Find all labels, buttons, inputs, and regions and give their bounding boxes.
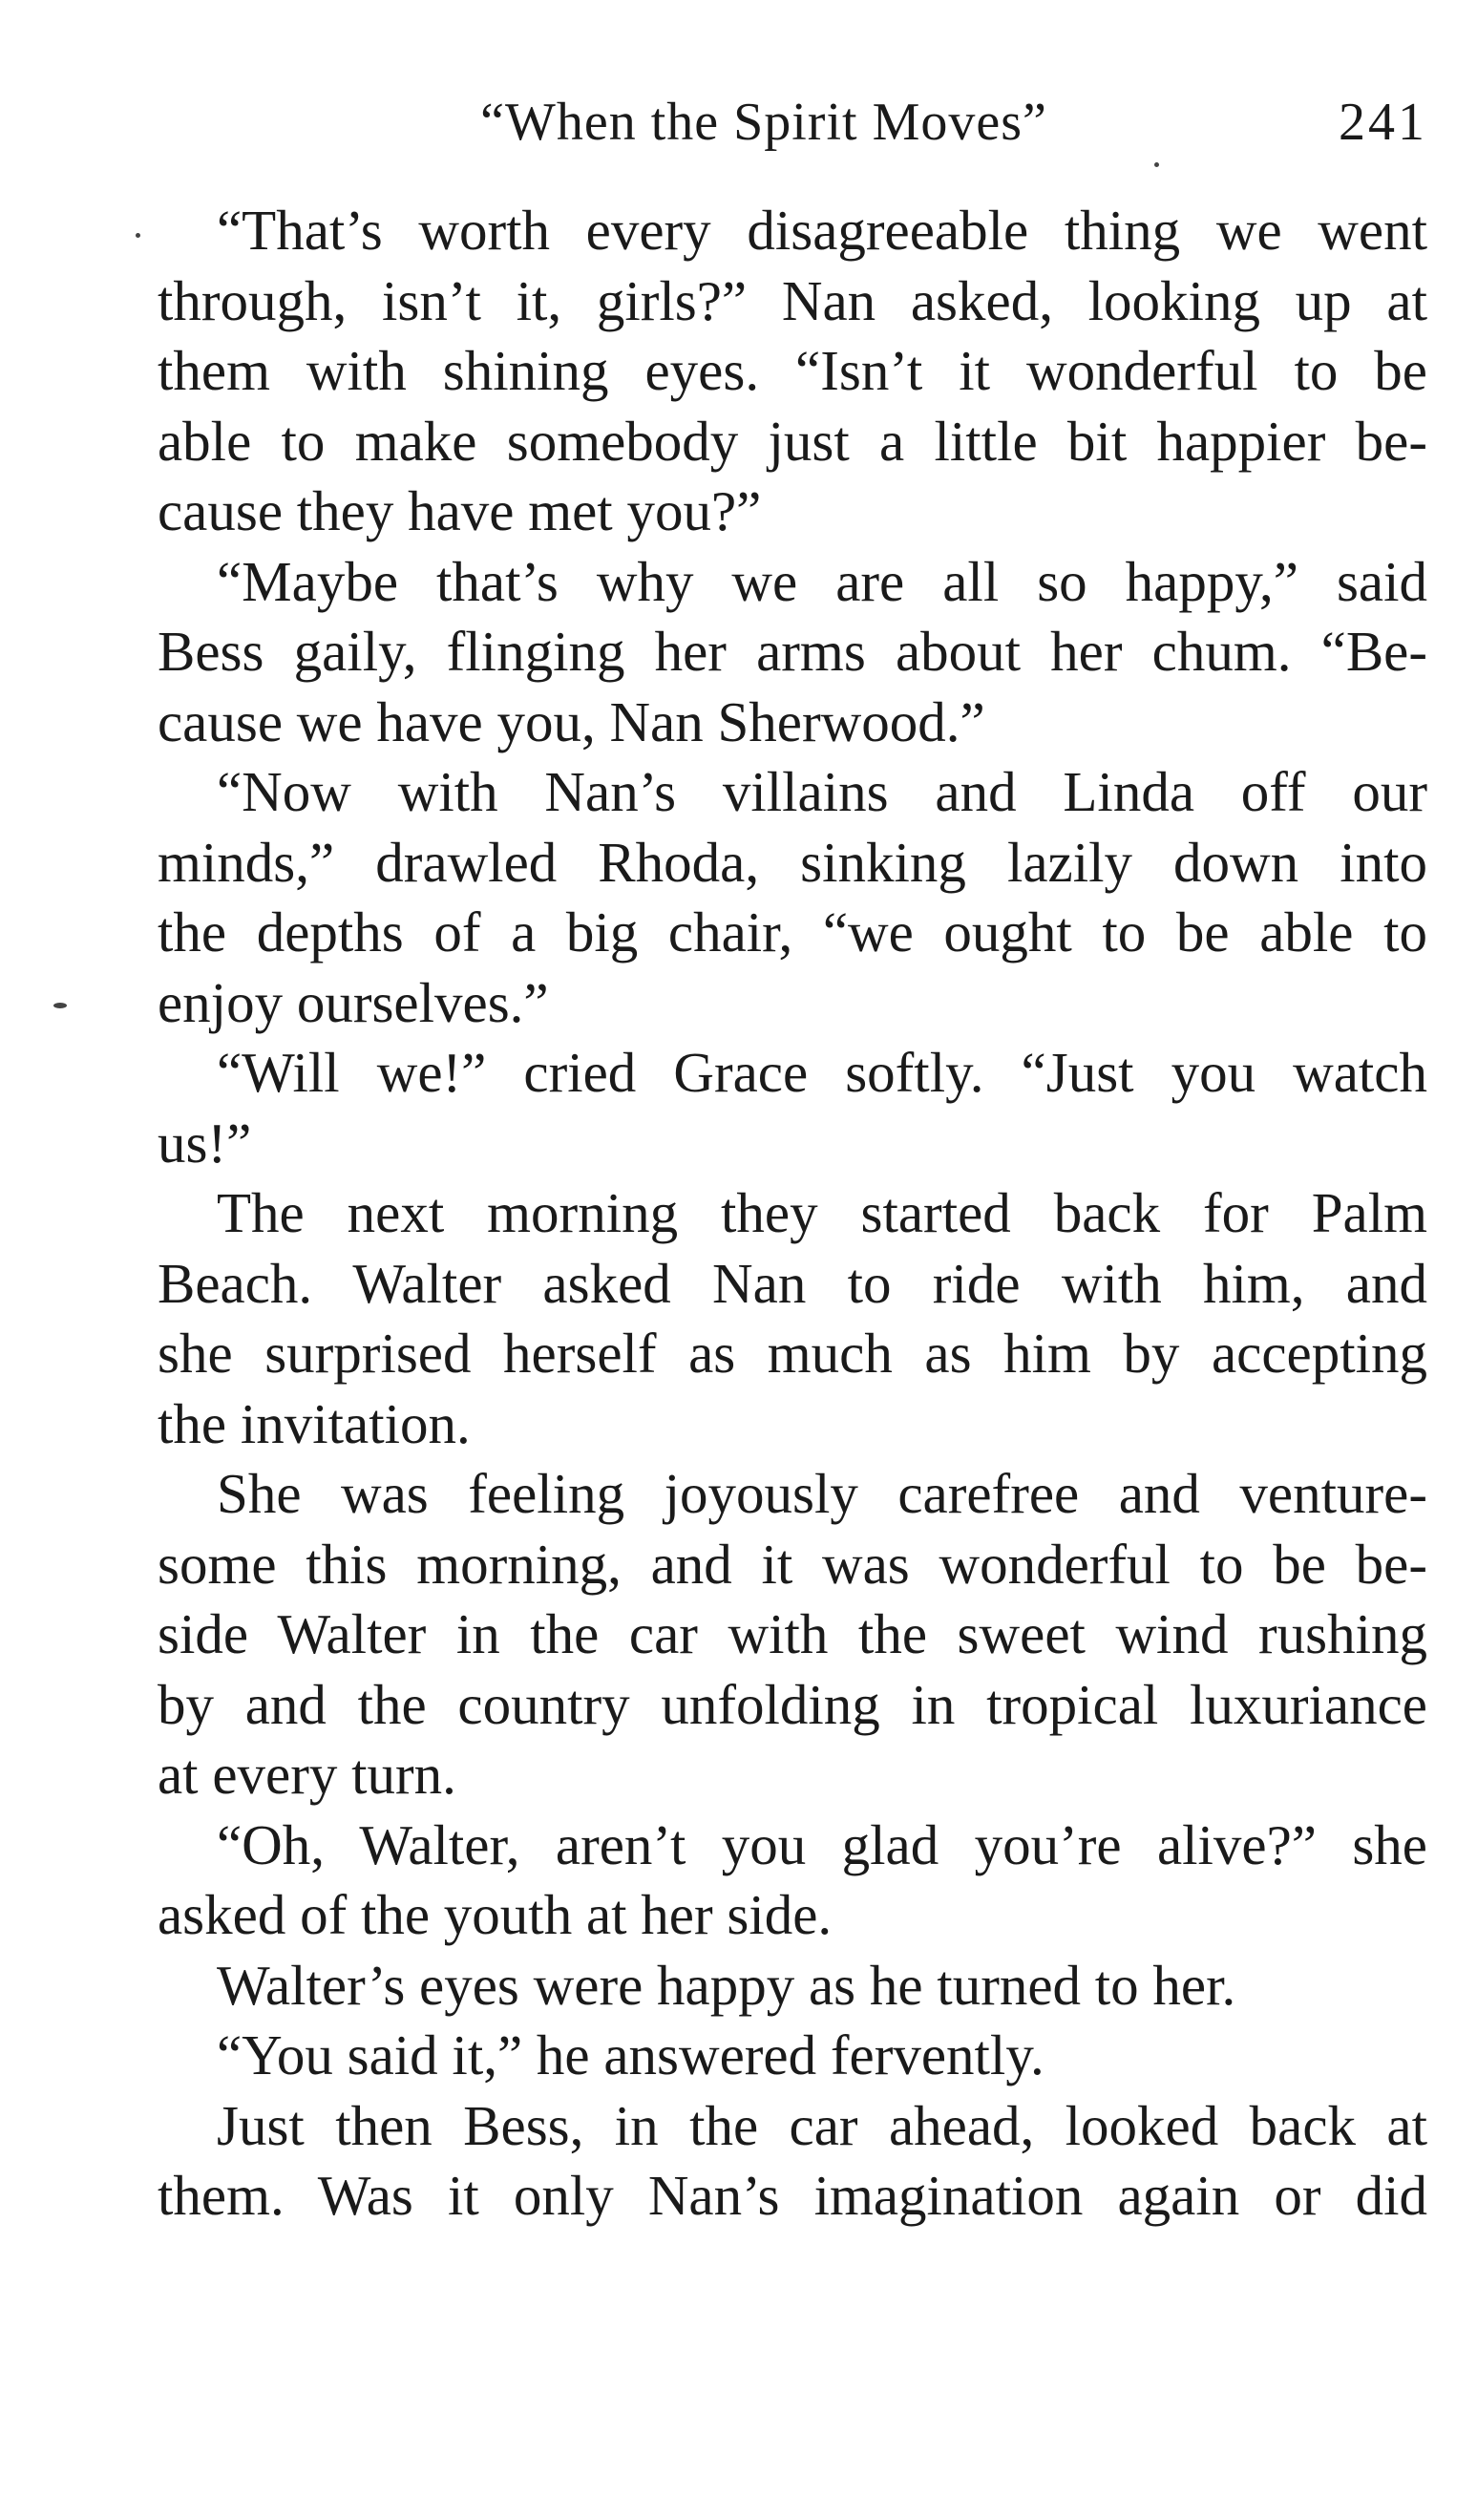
text-line: she surprised herself as much as him by accepting — [158, 1322, 1427, 1385]
text-line: “Maybe that’s why we are all so happy,” said — [217, 549, 1427, 613]
text-line: Bess gaily, flinging her arms about her chum. “Be- — [158, 620, 1427, 683]
print-speck — [1154, 162, 1159, 167]
page-number: 241 — [1339, 93, 1427, 152]
text-line: “That’s worth every disagreeable thing we went — [217, 199, 1427, 262]
text-line: “Oh, Walter, aren’t you glad you’re alive?” she — [217, 1812, 1427, 1876]
text-line: some this morning, and it was wonderful to be be- — [158, 1532, 1427, 1596]
text-line: cause they have met you?” — [158, 479, 762, 542]
text-line: at every turn. — [158, 1743, 456, 1806]
print-speck — [136, 233, 140, 238]
text-line: cause we have you, Nan Sherwood.” — [158, 689, 985, 753]
text-line: through, isn’t it, girls?” Nan asked, looking up at — [158, 268, 1427, 332]
text-line: Walter’s eyes were happy as he turned to her. — [217, 1953, 1236, 2017]
text-line: the depths of a big chair, “we ought to be able to — [158, 900, 1427, 964]
running-title: “When the Spirit Moves” — [480, 93, 1047, 152]
text-line: able to make somebody just a little bit happier be- — [158, 409, 1427, 473]
text-line: by and the country unfolding in tropical luxuriance — [158, 1672, 1427, 1736]
text-line: side Walter in the car with the sweet wind rushing — [158, 1602, 1427, 1665]
text-line: The next morning they started back for Palm — [217, 1181, 1427, 1244]
text-line: them with shining eyes. “Isn’t it wonderful to be — [158, 339, 1427, 402]
text-line: “Will we!” cried Grace softly. “Just you watch — [217, 1041, 1427, 1104]
text-line: asked of the youth at her side. — [158, 1883, 833, 1946]
text-line: minds,” drawled Rhoda, sinking lazily down into — [158, 830, 1427, 894]
text-line: us!” — [158, 1111, 252, 1175]
text-line: enjoy ourselves.” — [158, 970, 549, 1034]
text-line: She was feeling joyously carefree and venture- — [217, 1462, 1427, 1525]
print-speck — [53, 1003, 67, 1008]
text-line: Just then Bess, in the car ahead, looked back at — [217, 2093, 1427, 2157]
text-line: the invitation. — [158, 1391, 471, 1455]
text-line: Beach. Walter asked Nan to ride with him, and — [158, 1251, 1427, 1315]
running-head — [158, 84, 1427, 160]
body-text — [158, 196, 1427, 2232]
text-line: “Now with Nan’s villains and Linda off our — [217, 760, 1427, 823]
text-line: “You said it,” he answered fervently. — [217, 2023, 1044, 2086]
text-line: them. Was it only Nan’s imagination again or did — [158, 2164, 1427, 2227]
